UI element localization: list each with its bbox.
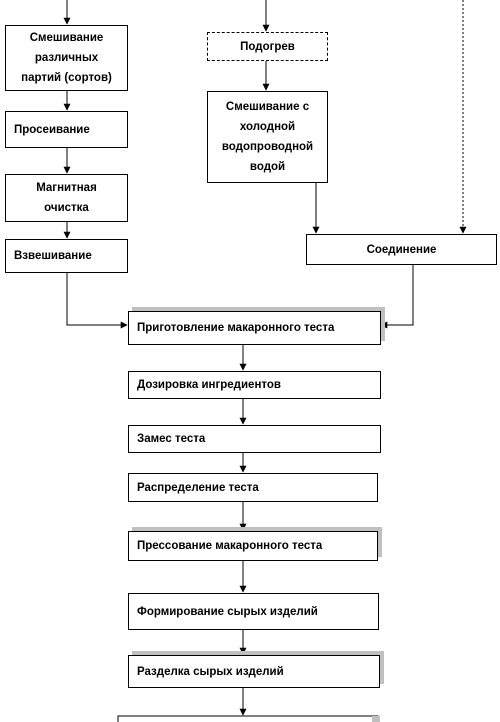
step-sifting-label: Просеивание <box>14 123 90 136</box>
step-heating <box>207 32 328 61</box>
step-weighing-label: Взвешивание <box>14 250 92 262</box>
step-cutting <box>128 655 380 688</box>
step-pressing <box>128 531 378 561</box>
step-cutting-label: Разделка сырых изделий <box>137 665 284 678</box>
step-dosing-label: Дозировка ингредиентов <box>137 379 281 391</box>
step-kneading-label: Замес теста <box>137 433 206 445</box>
step-magnetic-cleaning <box>5 174 128 222</box>
step-kneading <box>128 425 381 453</box>
step-mixing-cold-water-label: Смешивание с холодной водопроводной водой <box>221 101 314 173</box>
step-forming <box>128 593 379 630</box>
step-pressing-label: Прессование макаронного теста <box>137 540 323 552</box>
step-distribution-label: Распределение теста <box>137 481 259 494</box>
step-dough-preparation-label: Приготовление макаронного теста <box>137 322 335 334</box>
step-sifting <box>5 111 128 148</box>
step-joining-label: Соединение <box>366 243 437 256</box>
next-step-box <box>118 716 378 722</box>
step-distribution <box>128 473 378 502</box>
step-forming-label: Формирование сырых изделий <box>137 605 318 618</box>
step-weighing <box>5 239 128 273</box>
step-mixing-batches-label: Смешивание различных партий (сортов) <box>21 32 112 84</box>
arrow-joining-to-dough <box>381 265 413 325</box>
step-mixing-cold-water <box>207 91 328 183</box>
step-dough-preparation <box>128 311 381 345</box>
step-dosing <box>128 371 381 399</box>
step-magnetic-cleaning-label: Магнитная очистка <box>36 182 97 214</box>
arrow-weighing-to-dough <box>67 273 127 325</box>
step-mixing-batches <box>5 25 128 91</box>
step-joining <box>306 234 497 265</box>
step-heating-label: Подогрев <box>240 40 295 53</box>
